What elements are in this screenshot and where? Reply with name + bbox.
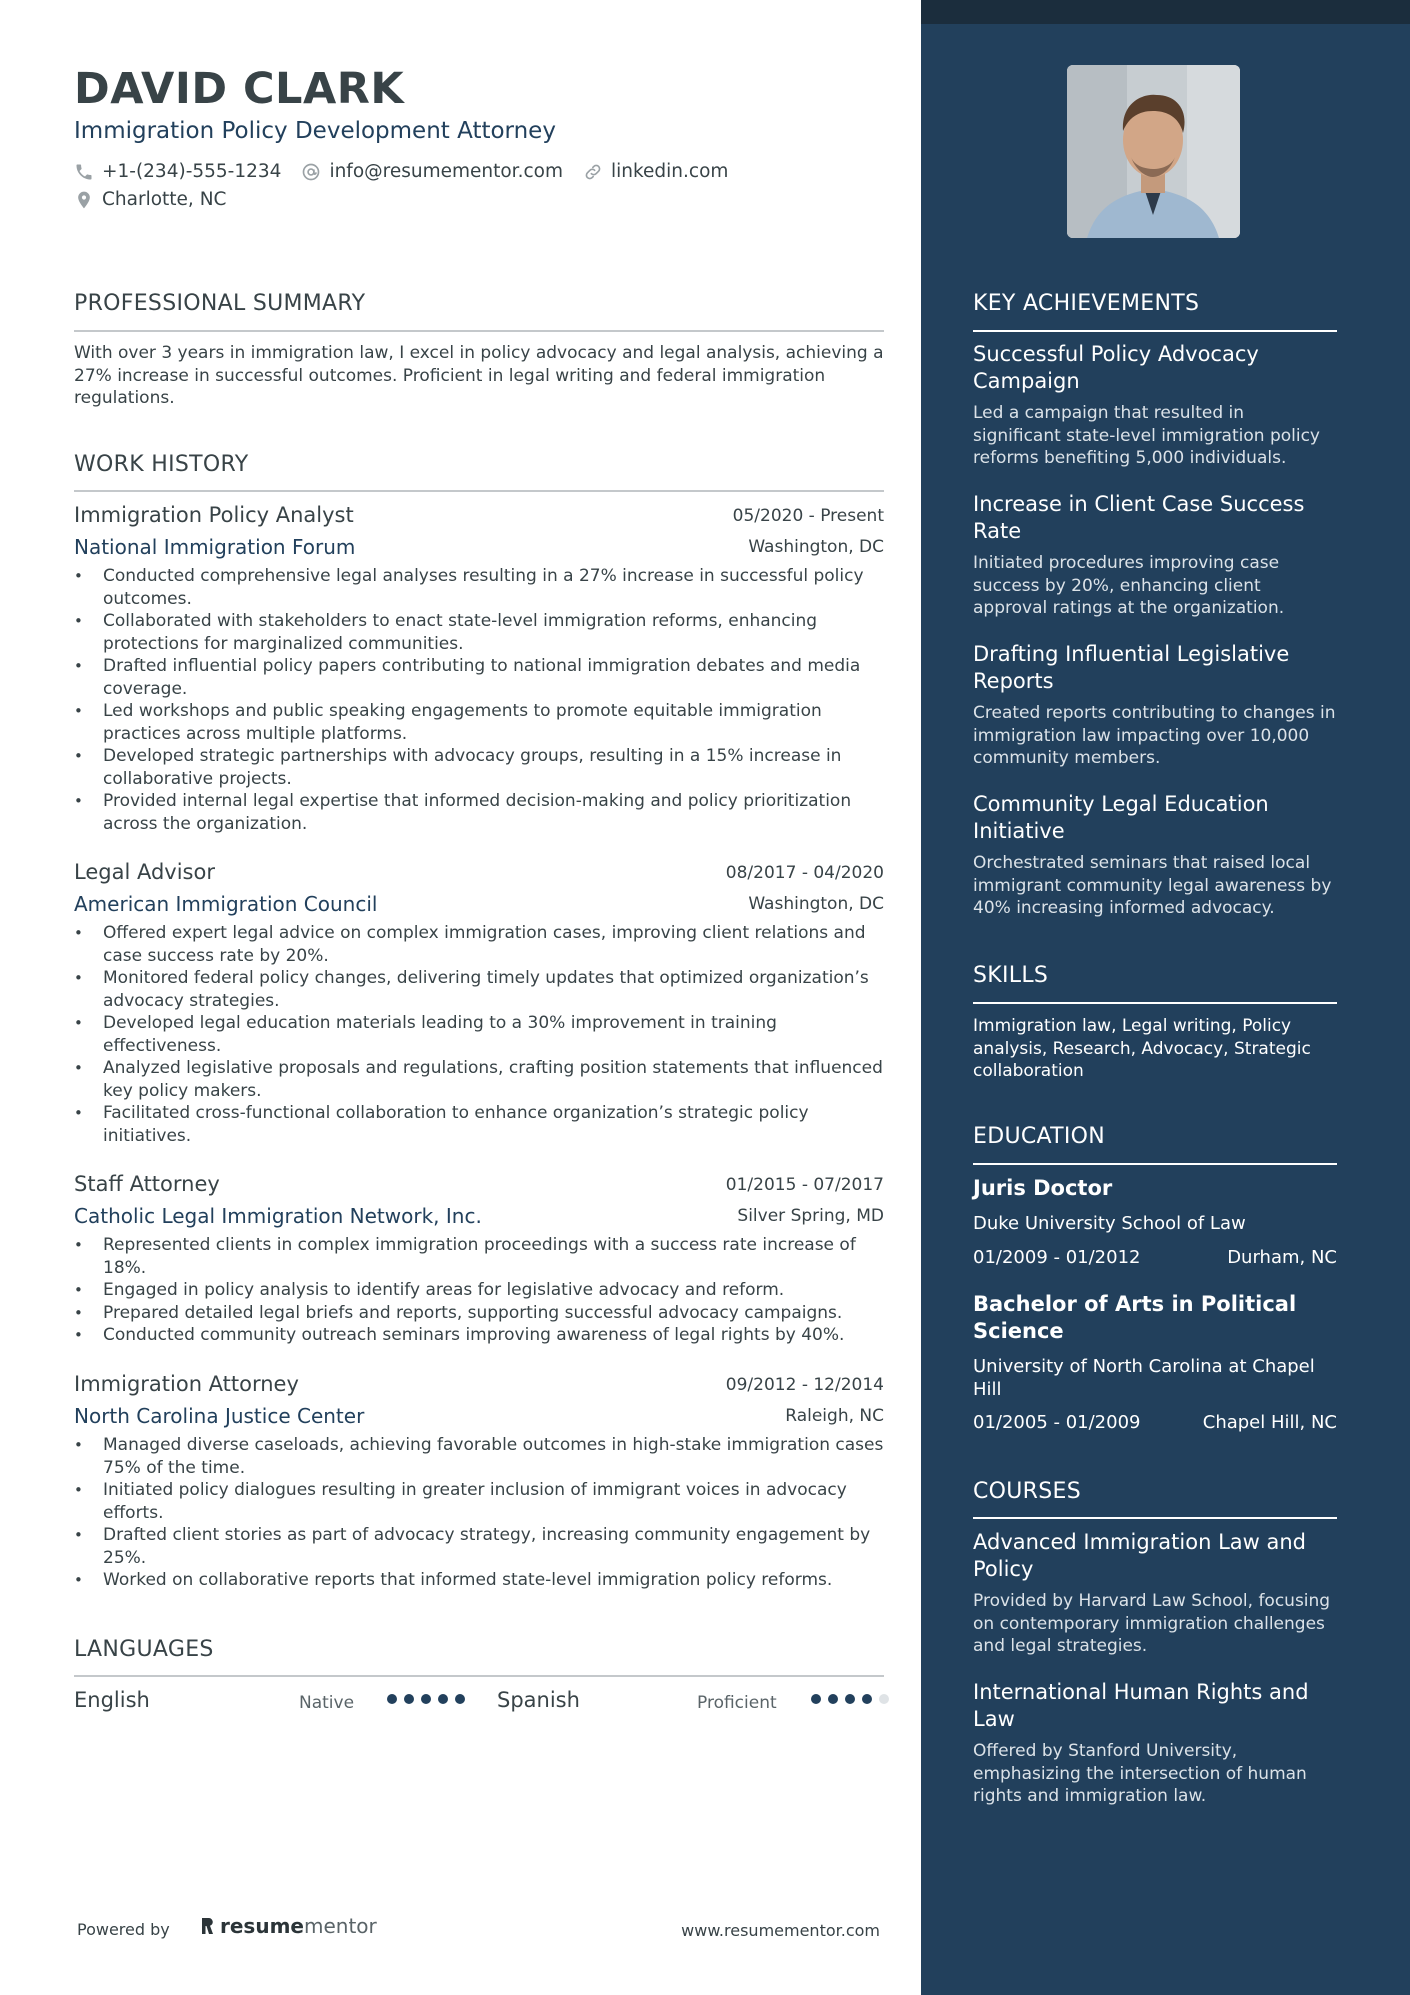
contact-location bbox=[74, 189, 226, 210]
language-rating bbox=[811, 1694, 889, 1704]
job-location: Washington, DC bbox=[748, 894, 884, 914]
languages-heading: LANGUAGES bbox=[74, 1637, 214, 1662]
rating-dot-filled bbox=[828, 1694, 838, 1704]
job-bullet: • Initiated policy dialogues resulting in greater inclusion of immigrant voices in advocacy efforts. bbox=[74, 1479, 884, 1524]
phone-text: +1-(234)-555-1234 bbox=[102, 161, 282, 182]
job-bullets bbox=[74, 922, 884, 1147]
job-dates: 01/2015 - 07/2017 bbox=[725, 1175, 884, 1195]
job-dates: 09/2012 - 12/2014 bbox=[725, 1375, 884, 1395]
rating-dot-filled bbox=[387, 1694, 397, 1704]
rating-dot-filled bbox=[455, 1694, 465, 1704]
skills-text: Immigration law, Legal writing, Policy analysis, Research, Advocacy, Strategic collaboration bbox=[973, 1016, 1311, 1081]
job-bullet: • Facilitated cross-functional collaboration to enhance organization’s strategic policy initiatives. bbox=[74, 1102, 884, 1147]
education-heading: EDUCATION bbox=[973, 1124, 1106, 1149]
course-item bbox=[973, 1529, 1337, 1658]
achievement-text: Initiated procedures improving case success by 20%, enhancing client approval ratings at the organization. bbox=[973, 553, 1285, 618]
link-icon bbox=[583, 162, 603, 182]
linkedin-text: linkedin.com bbox=[610, 161, 729, 182]
logo-text-light: mentor bbox=[303, 1914, 377, 1938]
job-bullet: • Drafted client stories as part of advocacy strategy, increasing community engagement by 25%. bbox=[74, 1524, 884, 1569]
work-history-heading: WORK HISTORY bbox=[74, 452, 249, 477]
contact-row bbox=[74, 161, 748, 182]
location-text: Charlotte, NC bbox=[102, 189, 227, 210]
sidebar bbox=[921, 0, 1410, 1995]
rating-dot-filled bbox=[421, 1694, 431, 1704]
achievements-heading: KEY ACHIEVEMENTS bbox=[973, 291, 1200, 316]
achievement-item bbox=[973, 641, 1337, 770]
map-pin-icon bbox=[74, 190, 94, 210]
achievement-title: Successful Policy Advocacy Campaign bbox=[973, 342, 1259, 393]
job-entry bbox=[74, 503, 884, 835]
education-school: University of North Carolina at Chapel Hill bbox=[973, 1356, 1315, 1400]
education-item bbox=[973, 1175, 1337, 1271]
contact-phone bbox=[74, 161, 281, 182]
contact-email[interactable] bbox=[301, 161, 563, 182]
job-dates: 08/2017 - 04/2020 bbox=[725, 863, 884, 883]
section-divider bbox=[973, 1163, 1337, 1165]
summary-heading: PROFESSIONAL SUMMARY bbox=[74, 291, 366, 316]
profile-photo bbox=[1067, 65, 1240, 238]
job-bullet: • Developed legal education materials leading to a 30% improvement in training effectiveness. bbox=[74, 1012, 884, 1057]
language-level: Native bbox=[299, 1693, 355, 1713]
language-name: English bbox=[74, 1688, 150, 1712]
rating-dot-filled bbox=[438, 1694, 448, 1704]
job-bullet: • Led workshops and public speaking engagements to promote equitable immigration practices across multiple platforms. bbox=[74, 700, 884, 745]
job-bullet: • Offered expert legal advice on complex immigration cases, improving client relations and case success rate by 20%. bbox=[74, 922, 884, 967]
job-bullet: • Provided internal legal expertise that informed decision-making and policy prioritization across the organization. bbox=[74, 790, 884, 835]
section-divider bbox=[74, 490, 884, 492]
course-text: Provided by Harvard Law School, focusing on contemporary immigration challenges and legal strategies. bbox=[973, 1591, 1331, 1656]
job-bullets bbox=[74, 1434, 884, 1592]
job-role: Immigration Policy Analyst bbox=[74, 503, 354, 527]
job-bullet: • Managed diverse caseloads, achieving favorable outcomes in high-stake immigration cases 75% of the time. bbox=[74, 1434, 884, 1479]
job-entry bbox=[74, 1172, 884, 1347]
education-degree: Juris Doctor bbox=[973, 1176, 1113, 1200]
education-degree: Bachelor of Arts in Political Science bbox=[973, 1292, 1297, 1343]
education-item bbox=[973, 1291, 1337, 1436]
job-entry bbox=[74, 1372, 884, 1592]
language-level: Proficient bbox=[697, 1693, 777, 1713]
achievement-text: Orchestrated seminars that raised local immigrant community legal awareness by 40% increasing informed advocacy. bbox=[973, 853, 1332, 918]
contact-linkedin[interactable] bbox=[583, 161, 728, 182]
job-organization: National Immigration Forum bbox=[74, 535, 356, 559]
job-bullet: • Conducted comprehensive legal analyses resulting in a 27% increase in successful policy outcomes. bbox=[74, 565, 884, 610]
portrait-image bbox=[1067, 65, 1240, 238]
skills-heading: SKILLS bbox=[973, 963, 1049, 988]
section-divider bbox=[973, 330, 1337, 332]
job-bullet: • Monitored federal policy changes, delivering timely updates that optimized organization’s advocacy strategies. bbox=[74, 967, 884, 1012]
job-location: Raleigh, NC bbox=[785, 1406, 884, 1426]
course-title: Advanced Immigration Law and Policy bbox=[973, 1530, 1307, 1581]
section-divider bbox=[74, 330, 884, 332]
footer-url-link[interactable]: www.resumementor.com bbox=[681, 1921, 880, 1940]
candidate-name: DAVID CLARK bbox=[74, 64, 405, 114]
candidate-title: Immigration Policy Development Attorney bbox=[74, 118, 556, 144]
summary-text: With over 3 years in immigration law, I excel in policy advocacy and legal analysis, achieving a 27% increase in successful outcomes. Proficient in legal writing and federal immigration regulations. bbox=[74, 343, 884, 408]
education-dates: 01/2009 - 01/2012 bbox=[973, 1246, 1141, 1268]
courses-heading: COURSES bbox=[973, 1479, 1081, 1504]
rating-dot-empty bbox=[879, 1694, 889, 1704]
achievement-title: Community Legal Education Initiative bbox=[973, 792, 1269, 843]
job-bullet: • Drafted influential policy papers contributing to national immigration debates and media coverage. bbox=[74, 655, 884, 700]
job-location: Silver Spring, MD bbox=[737, 1206, 884, 1226]
job-bullet: • Collaborated with stakeholders to enact state-level immigration reforms, enhancing protections for marginalized communities. bbox=[74, 610, 884, 655]
achievement-item bbox=[973, 791, 1337, 920]
achievement-item bbox=[973, 491, 1337, 620]
logo-mark-icon bbox=[200, 1916, 214, 1936]
job-bullets bbox=[74, 565, 884, 835]
job-bullet: • Developed strategic partnerships with advocacy groups, resulting in a 15% increase in collaborative projects. bbox=[74, 745, 884, 790]
achievement-title: Increase in Client Case Success Rate bbox=[973, 492, 1305, 543]
section-divider bbox=[973, 1517, 1337, 1519]
education-location: Durham, NC bbox=[1227, 1246, 1337, 1268]
education-school: Duke University School of Law bbox=[973, 1213, 1246, 1234]
education-dates: 01/2005 - 01/2009 bbox=[973, 1412, 1141, 1433]
job-dates: 05/2020 - Present bbox=[732, 506, 884, 526]
achievement-text: Created reports contributing to changes in immigration law impacting over 10,000 community members. bbox=[973, 703, 1336, 768]
job-entry bbox=[74, 860, 884, 1147]
course-item bbox=[973, 1679, 1337, 1808]
job-bullets bbox=[74, 1234, 884, 1347]
rating-dot-filled bbox=[862, 1694, 872, 1704]
education-location: Chapel Hill, NC bbox=[1202, 1412, 1337, 1433]
section-divider bbox=[74, 1675, 884, 1677]
job-organization: North Carolina Justice Center bbox=[74, 1404, 365, 1428]
at-icon bbox=[301, 162, 321, 182]
job-bullet: • Conducted community outreach seminars improving awareness of legal rights by 40%. bbox=[74, 1324, 884, 1347]
rating-dot-filled bbox=[811, 1694, 821, 1704]
rating-dot-filled bbox=[404, 1694, 414, 1704]
job-role: Legal Advisor bbox=[74, 860, 215, 884]
email-text: info@resumementor.com bbox=[329, 161, 563, 182]
achievement-text: Led a campaign that resulted in significant state-level immigration policy reforms benefiting 5,000 individuals. bbox=[973, 403, 1320, 468]
powered-by-label: Powered by bbox=[77, 1920, 170, 1939]
job-bullet: • Engaged in policy analysis to identify areas for legislative advocacy and reform. bbox=[74, 1279, 884, 1302]
section-divider bbox=[973, 1002, 1337, 1004]
course-title: International Human Rights and Law bbox=[973, 1680, 1309, 1731]
job-bullet: • Represented clients in complex immigration proceedings with a success rate increase of 18%. bbox=[74, 1234, 884, 1279]
course-text: Offered by Stanford University, emphasizing the intersection of human rights and immigration law. bbox=[973, 1741, 1307, 1806]
achievement-item bbox=[973, 341, 1337, 470]
job-organization: American Immigration Council bbox=[74, 892, 378, 916]
job-location: Washington, DC bbox=[748, 537, 884, 557]
job-bullet: • Worked on collaborative reports that informed state-level immigration policy reforms. bbox=[74, 1569, 884, 1592]
achievement-title: Drafting Influential Legislative Reports bbox=[973, 642, 1290, 693]
logo-text-bold: resume bbox=[220, 1914, 304, 1938]
job-organization: Catholic Legal Immigration Network, Inc. bbox=[74, 1204, 482, 1228]
job-role: Immigration Attorney bbox=[74, 1372, 299, 1396]
language-name: Spanish bbox=[497, 1688, 580, 1712]
rating-dot-filled bbox=[845, 1694, 855, 1704]
job-bullet: • Analyzed legislative proposals and regulations, crafting position statements that influenced key policy makers. bbox=[74, 1057, 884, 1102]
language-rating bbox=[387, 1694, 465, 1704]
job-bullet: • Prepared detailed legal briefs and reports, supporting successful advocacy campaigns. bbox=[74, 1302, 884, 1325]
job-role: Staff Attorney bbox=[74, 1172, 220, 1196]
sidebar-top-bar bbox=[921, 0, 1410, 24]
phone-icon bbox=[74, 162, 94, 182]
resumementor-logo[interactable] bbox=[200, 1914, 377, 1938]
